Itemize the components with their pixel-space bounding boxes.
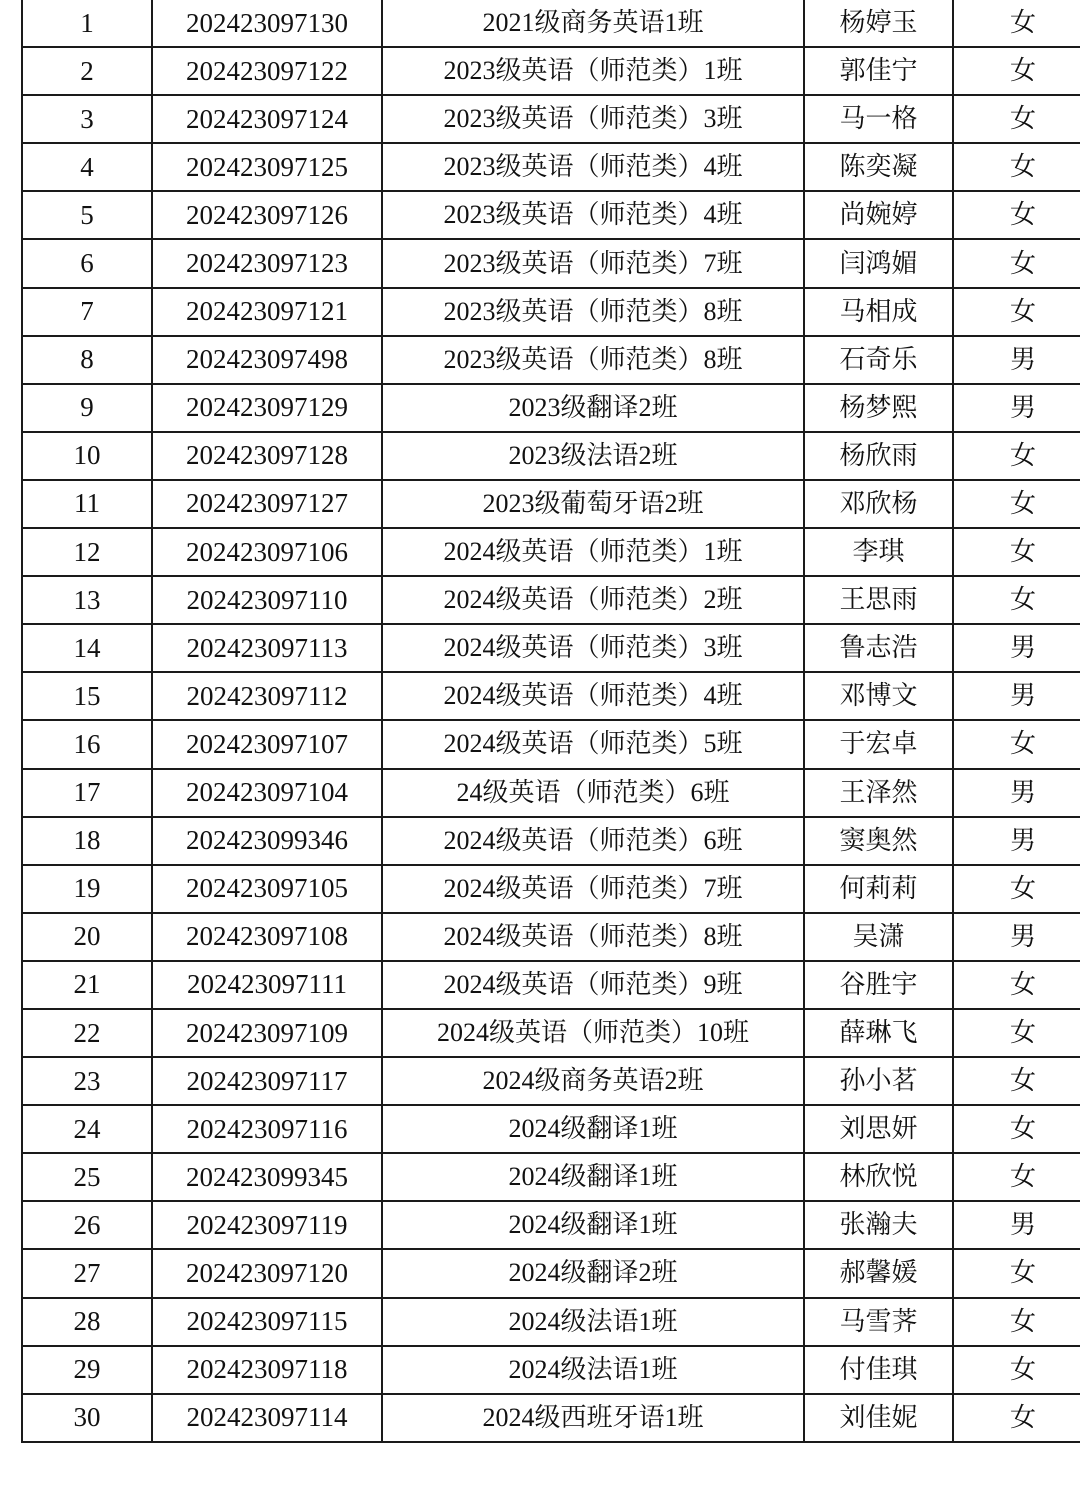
row-number-cell: 20 [22,913,152,961]
student-name-cell: 闫鸿媚 [804,239,953,287]
gender-cell: 男 [953,624,1080,672]
table-row [22,1105,1080,1153]
row-number-cell: 5 [22,191,152,239]
row-number-cell: 12 [22,528,152,576]
row-number-cell: 7 [22,288,152,336]
table-row [22,1057,1080,1105]
table-row [22,1346,1080,1394]
row-number-cell: 18 [22,817,152,865]
table-row [22,480,1080,528]
class-name-cell: 2024级法语1班 [382,1298,804,1346]
student-id-cell: 202423099346 [152,817,382,865]
student-id-cell: 202423097124 [152,95,382,143]
row-number-cell: 6 [22,239,152,287]
class-name-cell: 2024级翻译2班 [382,1249,804,1297]
row-number-cell: 19 [22,865,152,913]
gender-cell: 女 [953,480,1080,528]
student-id-cell: 202423097112 [152,672,382,720]
gender-cell: 男 [953,817,1080,865]
class-name-cell: 2024级英语（师范类）2班 [382,576,804,624]
row-number-cell: 1 [22,0,152,47]
student-name-cell: 王泽然 [804,769,953,817]
student-name-cell: 刘佳妮 [804,1394,953,1442]
class-name-cell: 2023级英语（师范类）1班 [382,47,804,95]
student-id-cell: 202423097129 [152,384,382,432]
table-row [22,865,1080,913]
table-row [22,672,1080,720]
gender-cell: 女 [953,961,1080,1009]
class-name-cell: 2024级英语（师范类）10班 [382,1009,804,1057]
table-row [22,961,1080,1009]
row-number-cell: 16 [22,720,152,768]
class-name-cell: 2023级葡萄牙语2班 [382,480,804,528]
class-name-cell: 2023级翻译2班 [382,384,804,432]
row-number-cell: 24 [22,1105,152,1153]
table-row [22,0,1080,47]
student-name-cell: 谷胜宇 [804,961,953,1009]
row-number-cell: 30 [22,1394,152,1442]
student-id-cell: 202423097123 [152,239,382,287]
class-name-cell: 2023级英语（师范类）8班 [382,336,804,384]
gender-cell: 女 [953,1009,1080,1057]
student-id-cell: 202423097106 [152,528,382,576]
student-id-cell: 202423099345 [152,1153,382,1201]
gender-cell: 女 [953,47,1080,95]
student-name-cell: 马一格 [804,95,953,143]
row-number-cell: 22 [22,1009,152,1057]
student-id-cell: 202423097116 [152,1105,382,1153]
class-name-cell: 2021级商务英语1班 [382,0,804,47]
class-name-cell: 2024级英语（师范类）8班 [382,913,804,961]
student-id-cell: 202423097126 [152,191,382,239]
table-row [22,239,1080,287]
class-name-cell: 2024级英语（师范类）9班 [382,961,804,1009]
table-row [22,143,1080,191]
table-row [22,769,1080,817]
class-name-cell: 2024级翻译1班 [382,1153,804,1201]
table-row [22,1298,1080,1346]
student-id-cell: 202423097107 [152,720,382,768]
gender-cell: 女 [953,95,1080,143]
gender-cell: 男 [953,769,1080,817]
student-name-cell: 邓博文 [804,672,953,720]
class-name-cell: 2023级英语（师范类）3班 [382,95,804,143]
student-id-cell: 202423097111 [152,961,382,1009]
student-name-cell: 石奇乐 [804,336,953,384]
gender-cell: 女 [953,0,1080,47]
gender-cell: 男 [953,913,1080,961]
student-name-cell: 李琪 [804,528,953,576]
class-name-cell: 2024级西班牙语1班 [382,1394,804,1442]
student-name-cell: 刘思妍 [804,1105,953,1153]
table-row [22,720,1080,768]
table-row [22,432,1080,480]
roster-body [22,0,1080,1442]
gender-cell: 女 [953,1346,1080,1394]
row-number-cell: 11 [22,480,152,528]
row-number-cell: 8 [22,336,152,384]
student-name-cell: 薛琳飞 [804,1009,953,1057]
table-row [22,624,1080,672]
gender-cell: 男 [953,384,1080,432]
table-row [22,288,1080,336]
row-number-cell: 28 [22,1298,152,1346]
student-name-cell: 王思雨 [804,576,953,624]
student-name-cell: 马雪荠 [804,1298,953,1346]
student-id-cell: 202423097122 [152,47,382,95]
student-name-cell: 尚婉婷 [804,191,953,239]
gender-cell: 女 [953,528,1080,576]
row-number-cell: 13 [22,576,152,624]
row-number-cell: 14 [22,624,152,672]
student-name-cell: 郭佳宁 [804,47,953,95]
row-number-cell: 17 [22,769,152,817]
student-roster-table [21,0,1080,1443]
table-row [22,384,1080,432]
gender-cell: 女 [953,720,1080,768]
class-name-cell: 2024级英语（师范类）4班 [382,672,804,720]
student-name-cell: 张瀚夫 [804,1201,953,1249]
gender-cell: 女 [953,865,1080,913]
row-number-cell: 25 [22,1153,152,1201]
class-name-cell: 2024级英语（师范类）3班 [382,624,804,672]
student-name-cell: 杨欣雨 [804,432,953,480]
class-name-cell: 24级英语（师范类）6班 [382,769,804,817]
gender-cell: 女 [953,288,1080,336]
row-number-cell: 4 [22,143,152,191]
student-name-cell: 陈奕凝 [804,143,953,191]
gender-cell: 男 [953,672,1080,720]
gender-cell: 男 [953,1201,1080,1249]
class-name-cell: 2023级英语（师范类）7班 [382,239,804,287]
row-number-cell: 15 [22,672,152,720]
class-name-cell: 2024级商务英语2班 [382,1057,804,1105]
student-name-cell: 邓欣杨 [804,480,953,528]
student-name-cell: 马相成 [804,288,953,336]
student-name-cell: 窦奥然 [804,817,953,865]
student-name-cell: 何莉莉 [804,865,953,913]
table-row [22,191,1080,239]
table-row [22,576,1080,624]
student-id-cell: 202423097118 [152,1346,382,1394]
table-row [22,913,1080,961]
row-number-cell: 10 [22,432,152,480]
gender-cell: 女 [953,1249,1080,1297]
class-name-cell: 2024级翻译1班 [382,1105,804,1153]
table-row [22,95,1080,143]
student-id-cell: 202423097114 [152,1394,382,1442]
table-row [22,1394,1080,1442]
student-name-cell: 付佳琪 [804,1346,953,1394]
gender-cell: 女 [953,191,1080,239]
gender-cell: 女 [953,1153,1080,1201]
student-id-cell: 202423097109 [152,1009,382,1057]
student-id-cell: 202423097121 [152,288,382,336]
student-id-cell: 202423097113 [152,624,382,672]
table-row [22,47,1080,95]
student-id-cell: 202423097104 [152,769,382,817]
gender-cell: 男 [953,336,1080,384]
student-name-cell: 吴潇 [804,913,953,961]
student-id-cell: 202423097110 [152,576,382,624]
student-id-cell: 202423097115 [152,1298,382,1346]
class-name-cell: 2023级法语2班 [382,432,804,480]
class-name-cell: 2023级英语（师范类）8班 [382,288,804,336]
student-id-cell: 202423097117 [152,1057,382,1105]
gender-cell: 女 [953,1394,1080,1442]
student-id-cell: 202423097119 [152,1201,382,1249]
student-name-cell: 郝馨媛 [804,1249,953,1297]
row-number-cell: 9 [22,384,152,432]
gender-cell: 女 [953,1298,1080,1346]
class-name-cell: 2024级法语1班 [382,1346,804,1394]
table-row [22,1201,1080,1249]
student-id-cell: 202423097498 [152,336,382,384]
student-name-cell: 林欣悦 [804,1153,953,1201]
row-number-cell: 23 [22,1057,152,1105]
student-id-cell: 202423097108 [152,913,382,961]
gender-cell: 女 [953,143,1080,191]
student-id-cell: 202423097125 [152,143,382,191]
gender-cell: 女 [953,1105,1080,1153]
gender-cell: 女 [953,432,1080,480]
gender-cell: 女 [953,239,1080,287]
student-name-cell: 杨婷玉 [804,0,953,47]
class-name-cell: 2024级英语（师范类）6班 [382,817,804,865]
row-number-cell: 29 [22,1346,152,1394]
student-name-cell: 孙小茗 [804,1057,953,1105]
class-name-cell: 2024级英语（师范类）7班 [382,865,804,913]
gender-cell: 女 [953,1057,1080,1105]
table-row [22,528,1080,576]
row-number-cell: 21 [22,961,152,1009]
row-number-cell: 3 [22,95,152,143]
student-name-cell: 鲁志浩 [804,624,953,672]
gender-cell: 女 [953,576,1080,624]
class-name-cell: 2023级英语（师范类）4班 [382,191,804,239]
class-name-cell: 2024级英语（师范类）5班 [382,720,804,768]
student-id-cell: 202423097130 [152,0,382,47]
student-id-cell: 202423097105 [152,865,382,913]
student-id-cell: 202423097120 [152,1249,382,1297]
table-row [22,1009,1080,1057]
row-number-cell: 2 [22,47,152,95]
table-row [22,1249,1080,1297]
student-name-cell: 于宏卓 [804,720,953,768]
table-row [22,817,1080,865]
row-number-cell: 26 [22,1201,152,1249]
student-name-cell: 杨梦熙 [804,384,953,432]
row-number-cell: 27 [22,1249,152,1297]
student-id-cell: 202423097127 [152,480,382,528]
table-row [22,336,1080,384]
class-name-cell: 2024级翻译1班 [382,1201,804,1249]
class-name-cell: 2024级英语（师范类）1班 [382,528,804,576]
student-id-cell: 202423097128 [152,432,382,480]
class-name-cell: 2023级英语（师范类）4班 [382,143,804,191]
table-row [22,1153,1080,1201]
